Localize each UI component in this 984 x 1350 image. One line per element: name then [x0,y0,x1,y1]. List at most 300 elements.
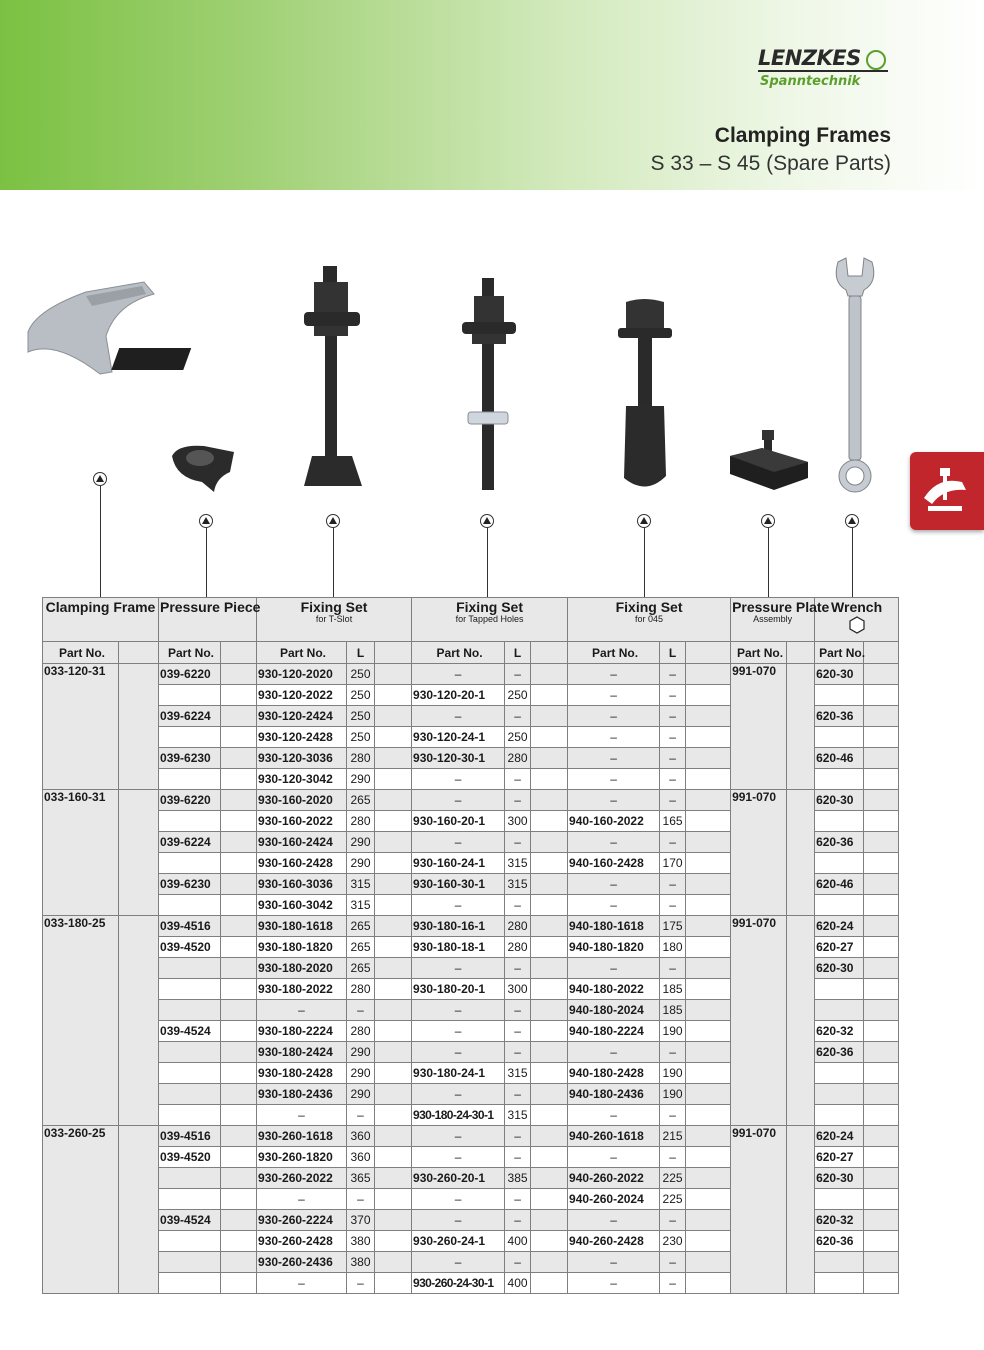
t-slot-length: 290 [347,1084,375,1105]
t-slot-length: 265 [347,958,375,979]
t-slot-blank [375,706,412,727]
fixing-045-blank [686,874,731,895]
fixing-045-part-no: 940-160-2428 [568,853,660,874]
pressure-piece-part-no [159,853,221,874]
fixing-045-blank [686,1210,731,1231]
t-slot-length: 360 [347,1126,375,1147]
wrench-blank [864,1084,899,1105]
pressure-piece-part-no [159,1168,221,1189]
fixing-045-part-no: 940-180-2224 [568,1021,660,1042]
pressure-plate-blank [787,916,815,1126]
wrench-blank [864,853,899,874]
tapped-holes-length: 300 [505,979,531,1000]
table-body [43,664,899,1294]
column-header-blank [686,642,731,664]
fixing-045-length: – [660,685,686,706]
fixing-045-length: – [660,1210,686,1231]
tapped-holes-blank [531,853,568,874]
t-slot-length: 265 [347,916,375,937]
group-subtitle: Assembly [753,614,793,624]
fixing-045-length: – [660,958,686,979]
t-slot-blank [375,958,412,979]
t-slot-part-no: – [257,1189,347,1210]
group-title: Wrench [831,599,883,615]
t-slot-blank [375,1210,412,1231]
tapped-holes-blank [531,1000,568,1021]
pressure-piece-part-no: 039-4516 [159,916,221,937]
wrench-blank [864,832,899,853]
wrench-blank [864,1189,899,1210]
tapped-holes-length: 315 [505,1105,531,1126]
pressure-piece-part-no: 039-6230 [159,874,221,895]
t-slot-blank [375,1084,412,1105]
fixing-045-part-no: – [568,685,660,706]
t-slot-part-no: 930-120-2428 [257,727,347,748]
wrench-part-no: 620-30 [815,790,864,811]
tapped-holes-length: 300 [505,811,531,832]
tapped-holes-part-no: 930-120-30-1 [412,748,505,769]
t-slot-part-no: 930-260-2022 [257,1168,347,1189]
t-slot-part-no: 930-260-2428 [257,1231,347,1252]
t-slot-length: 290 [347,853,375,874]
t-slot-part-no: 930-180-2424 [257,1042,347,1063]
tapped-holes-length: – [505,1084,531,1105]
fixing-045-blank [686,1147,731,1168]
column-header-part-no: Part No. [257,642,347,664]
t-slot-blank [375,937,412,958]
wrench-part-no [815,1063,864,1084]
t-slot-length: – [347,1105,375,1126]
tapped-holes-blank [531,1210,568,1231]
t-slot-part-no: – [257,1000,347,1021]
tapped-holes-length: – [505,1147,531,1168]
wrench-blank [864,958,899,979]
fixing-045-length: – [660,1147,686,1168]
wrench-part-no [815,1084,864,1105]
tapped-holes-blank [531,685,568,706]
table-row [43,664,899,685]
t-slot-blank [375,1042,412,1063]
tapped-holes-part-no: – [412,1042,505,1063]
t-slot-part-no: 930-180-2428 [257,1063,347,1084]
tapped-holes-part-no: 930-260-20-1 [412,1168,505,1189]
fixing-045-length: – [660,832,686,853]
wrench-part-no [815,1273,864,1294]
t-slot-blank [375,916,412,937]
fixing-045-length: – [660,1252,686,1273]
tapped-holes-length: – [505,1252,531,1273]
tapped-holes-blank [531,811,568,832]
fixing-045-part-no: 940-180-2428 [568,1063,660,1084]
tapped-holes-part-no: – [412,1021,505,1042]
pressure-piece-blank [221,727,257,748]
wrench-blank [864,1021,899,1042]
wrench-blank [864,1210,899,1231]
wrench-part-no [815,853,864,874]
t-slot-blank [375,853,412,874]
fixing-045-blank [686,664,731,685]
t-slot-length: – [347,1189,375,1210]
t-slot-length: 280 [347,748,375,769]
page-title: Clamping Frames [714,124,891,147]
t-slot-length: 280 [347,1021,375,1042]
clamping-frame-part-no: 033-160-31 [43,790,119,916]
tapped-holes-blank [531,1063,568,1084]
pressure-piece-blank [221,895,257,916]
pressure-piece-blank [221,853,257,874]
t-slot-length: 380 [347,1231,375,1252]
t-slot-part-no: 930-120-3042 [257,769,347,790]
tapped-holes-part-no: – [412,895,505,916]
pressure-piece-part-no [159,1084,221,1105]
column-header-part-no: Part No. [815,642,864,664]
t-slot-blank [375,895,412,916]
column-header-l: L [660,642,686,664]
wrench-blank [864,1252,899,1273]
t-slot-part-no: 930-160-2020 [257,790,347,811]
tapped-holes-blank [531,895,568,916]
pressure-piece-part-no [159,979,221,1000]
tapped-holes-part-no: 930-180-16-1 [412,916,505,937]
wrench-part-no [815,1252,864,1273]
fixing-045-blank [686,727,731,748]
wrench-part-no: 620-46 [815,748,864,769]
fixing-045-part-no: 940-180-2022 [568,979,660,1000]
wrench-blank [864,1063,899,1084]
pressure-piece-part-no [159,895,221,916]
wrench-blank [864,1126,899,1147]
t-slot-part-no: 930-180-1618 [257,916,347,937]
tapped-holes-blank [531,1084,568,1105]
t-slot-length: 290 [347,832,375,853]
wrench-blank [864,706,899,727]
fixing-045-length: 225 [660,1189,686,1210]
tapped-holes-length: – [505,832,531,853]
fixing-045-length: 190 [660,1021,686,1042]
fixing-045-length: 225 [660,1168,686,1189]
group-pressure-piece [159,598,261,642]
t-slot-blank [375,1189,412,1210]
wrench-blank [864,1231,899,1252]
tapped-holes-length: – [505,664,531,685]
fixing-045-length: 175 [660,916,686,937]
pressure-piece-blank [221,685,257,706]
wrench-blank [864,916,899,937]
fixing-045-length: 185 [660,979,686,1000]
t-slot-length: 250 [347,685,375,706]
t-slot-blank [375,1063,412,1084]
tapped-holes-blank [531,874,568,895]
fixing-045-blank [686,1000,731,1021]
pressure-piece-image [168,442,238,494]
wrench-part-no: 620-32 [815,1210,864,1231]
fixing-045-part-no: – [568,790,660,811]
tapped-holes-length: 315 [505,874,531,895]
fixing-045-length: – [660,748,686,769]
fixing-045-part-no: 940-260-2428 [568,1231,660,1252]
tapped-holes-blank [531,1231,568,1252]
pressure-piece-blank [221,1063,257,1084]
t-slot-part-no: 930-160-2022 [257,811,347,832]
clamping-frame-part-no: 033-180-25 [43,916,119,1126]
pressure-piece-blank [221,1189,257,1210]
column-header-part-no: Part No. [159,642,221,664]
tapped-holes-length: – [505,895,531,916]
fixing-045-part-no: – [568,1210,660,1231]
fixing-045-length: – [660,1042,686,1063]
fixing-045-blank [686,1168,731,1189]
t-slot-length: 265 [347,937,375,958]
clamping-frame-part-no: 033-260-25 [43,1126,119,1294]
tapped-holes-part-no: – [412,832,505,853]
tapped-holes-length: 400 [505,1231,531,1252]
t-slot-blank [375,1126,412,1147]
wrench-part-no: 620-36 [815,1231,864,1252]
column-header-part-no: Part No. [568,642,660,664]
pressure-piece-part-no: 039-6224 [159,832,221,853]
pressure-piece-blank [221,1105,257,1126]
tapped-holes-length: – [505,1210,531,1231]
tapped-holes-part-no: – [412,706,505,727]
t-slot-blank [375,1168,412,1189]
group-pressure-plate [731,598,830,642]
fixing-045-blank [686,706,731,727]
fixing-045-length: – [660,1273,686,1294]
fixing-045-blank [686,1273,731,1294]
tapped-holes-length: 280 [505,748,531,769]
fixing-045-length: 165 [660,811,686,832]
fixing-045-blank [686,916,731,937]
pressure-piece-part-no [159,1252,221,1273]
tapped-holes-length: – [505,958,531,979]
wrench-part-no: 620-36 [815,706,864,727]
tapped-holes-blank [531,832,568,853]
group-clamping-frame [43,598,159,642]
pressure-piece-blank [221,937,257,958]
pressure-piece-blank [221,874,257,895]
tapped-holes-part-no: 930-180-18-1 [412,937,505,958]
fixing-045-length: – [660,706,686,727]
wrench-part-no [815,979,864,1000]
tapped-holes-blank [531,1105,568,1126]
clamping-frame-blank [119,1126,159,1294]
tapped-holes-blank [531,1189,568,1210]
t-slot-blank [375,790,412,811]
tapped-holes-part-no: – [412,958,505,979]
pressure-piece-part-no: 039-4524 [159,1021,221,1042]
tapped-holes-part-no: 930-120-24-1 [412,727,505,748]
t-slot-blank [375,727,412,748]
fixing-045-part-no: – [568,706,660,727]
tapped-holes-length: – [505,1042,531,1063]
tapped-holes-part-no: – [412,1210,505,1231]
fixing-045-part-no: 940-180-1820 [568,937,660,958]
t-slot-part-no: 930-160-3036 [257,874,347,895]
t-slot-length: 280 [347,979,375,1000]
tapped-holes-part-no: – [412,1126,505,1147]
pressure-piece-part-no [159,1000,221,1021]
t-slot-blank [375,685,412,706]
pressure-piece-blank [221,769,257,790]
t-slot-fixing-set-image [296,264,370,494]
column-header-blank [787,642,815,664]
fixing-045-blank [686,958,731,979]
pressure-piece-blank [221,1021,257,1042]
tapped-holes-length: – [505,1126,531,1147]
column-header-part-no: Part No. [731,642,787,664]
t-slot-blank [375,1021,412,1042]
wrench-part-no: 620-30 [815,1168,864,1189]
clamping-frame-part-no: 033-120-31 [43,664,119,790]
pressure-piece-blank [221,1000,257,1021]
tapped-holes-blank [531,727,568,748]
fixing-045-length: 185 [660,1000,686,1021]
wrench-part-no: 620-24 [815,916,864,937]
fixing-045-part-no: – [568,958,660,979]
fixing-045-length: 230 [660,1231,686,1252]
t-slot-blank [375,832,412,853]
tapped-holes-part-no: 930-260-24-1 [412,1231,505,1252]
wrench-blank [864,1105,899,1126]
t-slot-blank [375,874,412,895]
wrench-blank [864,1273,899,1294]
t-slot-length: – [347,1273,375,1294]
table-row [43,1126,899,1147]
pressure-piece-blank [221,1231,257,1252]
t-slot-length: 265 [347,790,375,811]
brand-subtitle: Spanntechnik [760,74,861,89]
pressure-piece-part-no [159,958,221,979]
wrench-part-no: 620-30 [815,664,864,685]
fixing-045-part-no: 940-260-1618 [568,1126,660,1147]
wrench-part-no: 620-36 [815,1042,864,1063]
fixing-045-length: 180 [660,937,686,958]
pressure-plate-part-no: 991-070 [731,664,787,790]
column-header-l: L [505,642,531,664]
t-slot-blank [375,1147,412,1168]
group-title: Fixing Set [456,599,523,615]
pressure-plate-blank [787,1126,815,1294]
t-slot-part-no: – [257,1273,347,1294]
brand-logo [758,46,898,98]
t-slot-blank [375,1252,412,1273]
clamping-frame-blank [119,664,159,790]
t-slot-blank [375,664,412,685]
pressure-piece-blank [221,1126,257,1147]
t-slot-length: 250 [347,706,375,727]
fixing-045-part-no: – [568,874,660,895]
fixing-045-part-no: – [568,1252,660,1273]
wrench-part-no [815,811,864,832]
t-slot-part-no: 930-260-1618 [257,1126,347,1147]
t-slot-part-no: 930-160-2428 [257,853,347,874]
pressure-plate-part-no: 991-070 [731,916,787,1126]
wrench-blank [864,1168,899,1189]
column-header-blank [375,642,412,664]
t-slot-part-no: 930-180-1820 [257,937,347,958]
t-slot-length: – [347,1000,375,1021]
wrench-part-no: 620-27 [815,937,864,958]
wrench-blank [864,748,899,769]
fixing-045-part-no: 940-260-2022 [568,1168,660,1189]
hexagon-icon [848,616,866,634]
pressure-piece-part-no [159,769,221,790]
t-slot-blank [375,748,412,769]
wrench-part-no [815,769,864,790]
wrench-part-no [815,727,864,748]
t-slot-length: 280 [347,811,375,832]
pressure-piece-part-no [159,1063,221,1084]
fixing-045-blank [686,853,731,874]
fixing-045-blank [686,790,731,811]
tapped-holes-length: 385 [505,1168,531,1189]
wrench-blank [864,937,899,958]
fixing-045-blank [686,979,731,1000]
t-slot-length: 360 [347,1147,375,1168]
t-slot-part-no: 930-120-2022 [257,685,347,706]
tapped-holes-blank [531,1042,568,1063]
tapped-holes-part-no: 930-160-30-1 [412,874,505,895]
fixing-045-part-no: 940-180-2436 [568,1084,660,1105]
tapped-holes-blank [531,1273,568,1294]
fixing-045-length: 190 [660,1063,686,1084]
tapped-holes-length: – [505,1000,531,1021]
pressure-plate-blank [787,790,815,916]
column-header-blank [864,642,899,664]
tapped-holes-part-no: 930-180-20-1 [412,979,505,1000]
tapped-holes-length: – [505,1189,531,1210]
t-slot-part-no: 930-180-2224 [257,1021,347,1042]
group-title: Fixing Set [300,599,368,615]
wrench-part-no: 620-27 [815,1147,864,1168]
fixing-045-length: – [660,769,686,790]
group-subtitle: for Tapped Holes [455,614,524,624]
tapped-holes-length: – [505,1021,531,1042]
clamping-frame-blank [119,790,159,916]
pressure-piece-part-no: 039-4516 [159,1126,221,1147]
pressure-piece-part-no [159,811,221,832]
tapped-holes-part-no: 930-120-20-1 [412,685,505,706]
tapped-holes-part-no: – [412,769,505,790]
group-fixing-set-t-slot [257,598,412,642]
t-slot-part-no: 930-260-1820 [257,1147,347,1168]
globe-icon [866,50,886,70]
tapped-holes-blank [531,769,568,790]
fixing-045-part-no: 940-180-1618 [568,916,660,937]
wrench-blank [864,979,899,1000]
group-fixing-set-045 [568,598,731,642]
t-slot-blank [375,1231,412,1252]
fixing-045-blank [686,1252,731,1273]
wrench-blank [864,769,899,790]
column-header-row [43,642,899,664]
table-row [43,790,899,811]
tapped-holes-part-no: 930-180-24-1 [412,1063,505,1084]
fixing-045-length: – [660,1105,686,1126]
fixing-045-length: – [660,874,686,895]
wrench-part-no [815,895,864,916]
tapped-holes-length: – [505,790,531,811]
fixing-045-length: – [660,790,686,811]
t-slot-blank [375,769,412,790]
tapped-holes-blank [531,1021,568,1042]
t-slot-length: 365 [347,1168,375,1189]
tapped-holes-length: 315 [505,1063,531,1084]
wrench-blank [864,811,899,832]
pressure-piece-blank [221,706,257,727]
fixing-045-blank [686,811,731,832]
tapped-holes-part-no: – [412,1252,505,1273]
